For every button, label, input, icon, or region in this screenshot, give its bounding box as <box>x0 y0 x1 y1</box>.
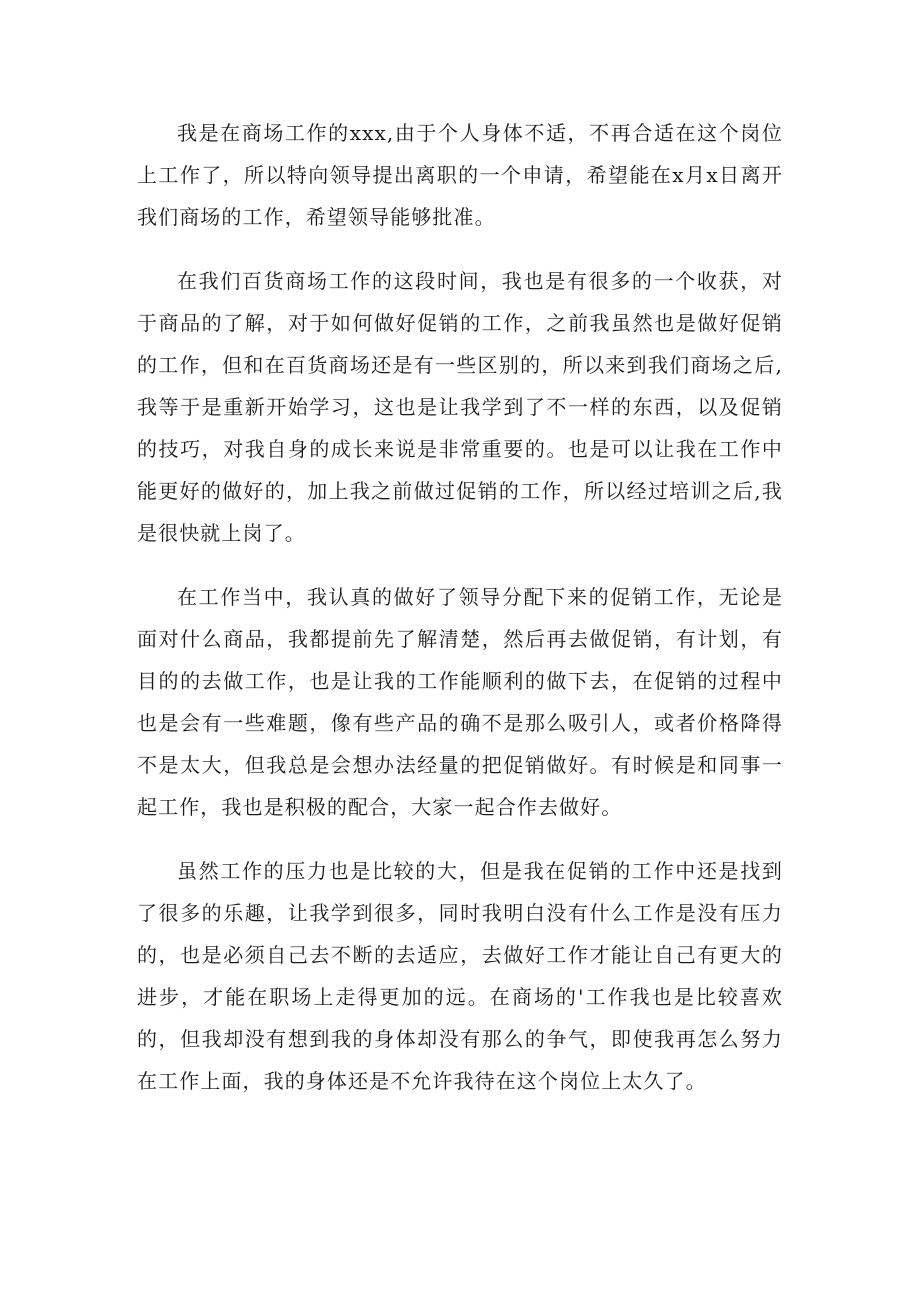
paragraph-4: 虽然工作的压力也是比较的大，但是我在促销的工作中还是找到了很多的乐趣，让我学到很多，同时我明白没有什么工作是没有压力的，也是必须自己去不断的去适应，去做好工作才能让自己有更大的进步，才能在职场上走得更加的远。在商场的'工作我也是比较喜欢的，但我却没有想到我的身体却没有那么的争气，即使我再怎么努力在工作上面，我的身体还是不允许我待在这个岗位上太久了。 <box>137 859 783 1093</box>
paragraph-2: 在我们百货商场工作的这段时间，我也是有很多的一个收获，对于商品的了解，对于如何做好促销的工作，之前我虽然也是做好促销的工作，但和在百货商场还是有一些区别的，所以来到我们商场之后,我等于是重新开始学习，这也是让我学到了不一样的东西，以及促销的技巧，对我自身的成长来说是非常重要的。也是可以让我在工作中能更好的做好的，加上我之前做过促销的工作，所以经过培训之后,我是很快就上岗了。 <box>137 269 783 545</box>
paragraph-1: 我是在商场工作的xxx,由于个人身体不适，不再合适在这个岗位上工作了，所以特向领导提出离职的一个申请，希望能在x月x日离开我们商场的工作，希望领导能够批准。 <box>137 121 783 229</box>
document-body <box>137 112 783 1124</box>
paragraph-3: 在工作当中，我认真的做好了领导分配下来的促销工作，无论是面对什么商品，我都提前先了解清楚，然后再去做促销，有计划，有目的的去做工作，也是让我的工作能顺利的做下去，在促销的过程中也是会有一些难题，像有些产品的确不是那么吸引人，或者价格降得不是太大，但我总是会想办法经量的把促销做好。有时候是和同事一起工作，我也是积极的配合，大家一起合作去做好。 <box>137 585 783 819</box>
